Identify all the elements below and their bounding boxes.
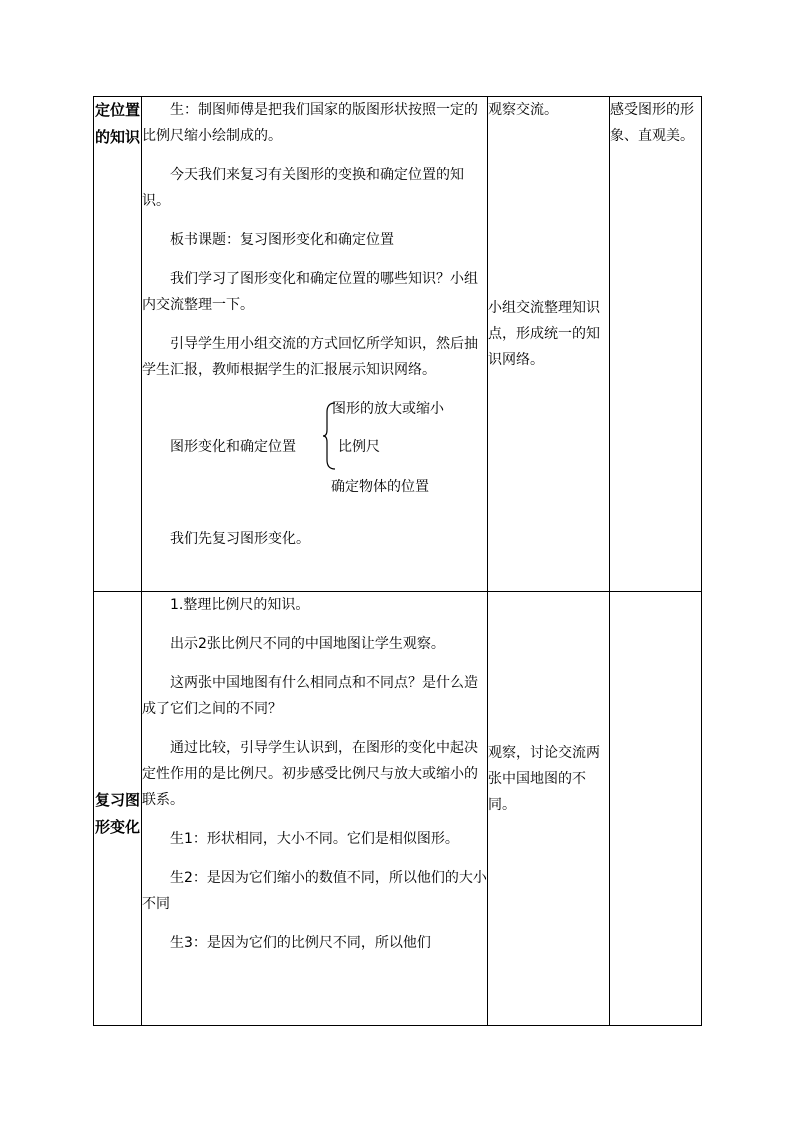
design-intent-cell	[610, 97, 702, 592]
knowledge-network-diagram	[142, 396, 487, 512]
design-intent-cell	[610, 592, 702, 1026]
paragraph: 板书课题：复习图形变化和确定位置	[170, 232, 394, 248]
design-intent: 感受图形的形象、直观美。	[610, 102, 694, 144]
paragraph: 今天我们来复习有关图形的变换和确定位置的知识。	[142, 167, 464, 209]
paragraph: 生1：形状相同，大小不同。它们是相似图形。	[170, 831, 459, 847]
student-activity-cell	[488, 97, 610, 592]
table-row	[94, 97, 702, 592]
diagram-root: 图形变化和确定位置	[170, 439, 296, 455]
student-activity-cell	[488, 592, 610, 1026]
student-activity: 小组交流整理知识点，形成统一的知识网络。	[488, 300, 600, 368]
lesson-plan-table	[93, 96, 702, 1026]
section-label: 定位置的知识	[94, 97, 142, 592]
paragraph: 生2：是因为它们缩小的数值不同，所以他们的大小不同	[142, 870, 487, 912]
diagram-item: 比例尺	[338, 439, 380, 455]
section-label: 复习图形变化	[94, 592, 142, 1026]
paragraph: 通过比较，引导学生认识到，在图形的变化中起决定性作用的是比例尺。初步感受比例尺与放大或缩小的联系。	[142, 740, 478, 808]
diagram-item: 确定物体的位置	[331, 479, 429, 495]
paragraph: 引导学生用小组交流的方式回忆所学知识，然后抽学生汇报，教师根据学生的汇报展示知识网络。	[142, 336, 478, 378]
teaching-process-cell	[142, 97, 488, 592]
diagram-item: 图形的放大或缩小	[332, 401, 444, 417]
paragraph: 生：制图师傅是把我们国家的版图形状按照一定的比例尺缩小绘制成的。	[142, 102, 478, 144]
paragraph: 出示2张比例尺不同的中国地图让学生观察。	[170, 636, 445, 652]
paragraph: 1.整理比例尺的知识。	[170, 597, 310, 613]
table-row	[94, 592, 702, 1026]
student-activity: 观察，讨论交流两张中国地图的不同。	[488, 745, 600, 813]
paragraph: 我们学习了图形变化和确定位置的哪些知识？小组内交流整理一下。	[142, 271, 478, 313]
paragraph: 我们先复习图形变化。	[170, 531, 310, 547]
paragraph: 生3：是因为它们的比例尺不同，所以他们	[170, 935, 431, 951]
student-activity: 观察交流。	[488, 102, 558, 118]
teaching-process-cell	[142, 592, 488, 1026]
paragraph: 这两张中国地图有什么相同点和不同点？是什么造成了它们之间的不同？	[142, 675, 478, 717]
